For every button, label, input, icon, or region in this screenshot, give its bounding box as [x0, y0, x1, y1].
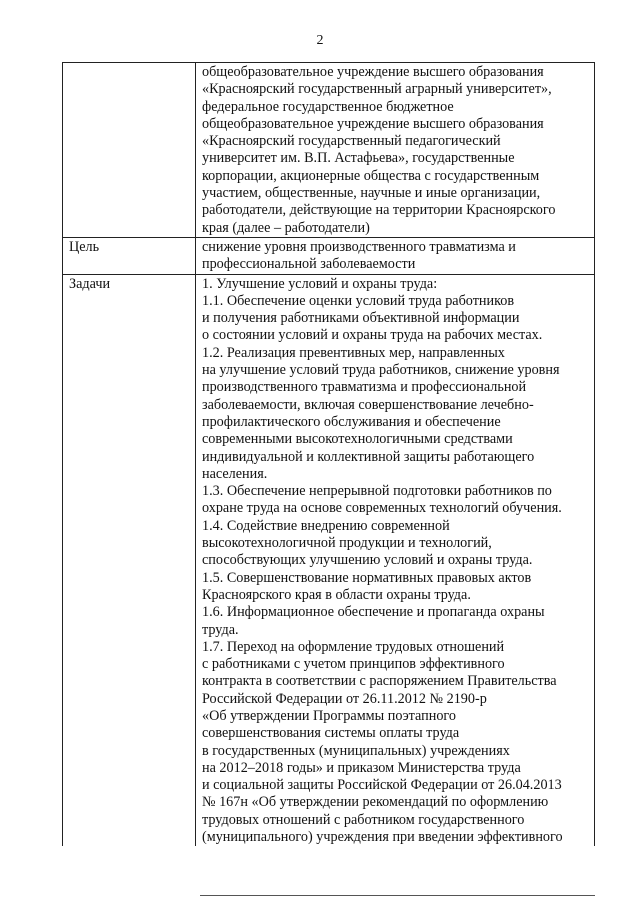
text-line: общеобразовательное учреждение высшего образования [202, 115, 544, 132]
text-line: (муниципального) учреждения при введении эффективного [202, 829, 563, 846]
program-passport-table [62, 62, 595, 846]
row-content [196, 274, 595, 846]
text-line: заболеваемости, включая совершенствование лечебно- [202, 396, 534, 413]
text-line: Российской Федерации от 26.11.2012 № 2190-р [202, 690, 487, 707]
text-line: снижение уровня производственного травматизма и [202, 238, 516, 255]
footer-rule [200, 895, 595, 896]
text-line: «Об утверждении Программы поэтапного [202, 707, 456, 724]
text-line: корпорации, акционерные общества с государственным [202, 167, 540, 184]
row-content [196, 237, 595, 274]
text-line: на улучшение условий труда работников, снижение уровня [202, 362, 560, 379]
text-line: с работниками с учетом принципов эффективного [202, 656, 505, 673]
row-label: Цель [63, 237, 196, 274]
text-line: о состоянии условий и охраны труда на рабочих местах. [202, 327, 543, 344]
text-line: контракта в соответствии с распоряжением Правительства [202, 673, 557, 690]
text-line: участием, общественные, научные и иные организации, [202, 185, 541, 202]
text-line: труда. [202, 621, 239, 638]
text-line: Красноярского края в области охраны труда. [202, 586, 471, 603]
text-line: в государственных (муниципальных) учреждениях [202, 742, 510, 759]
text-line: общеобразовательное учреждение высшего образования [202, 64, 544, 80]
table-row-tasks [63, 274, 595, 846]
text-line: федеральное государственное бюджетное [202, 98, 454, 115]
text-line: совершенствования системы оплаты труда [202, 725, 460, 742]
table-row-goal [63, 237, 595, 274]
page-number: 2 [316, 33, 324, 48]
text-line: 1.4. Содействие внедрению современной [202, 517, 450, 534]
text-line: населения. [202, 465, 268, 482]
text-line: 1.1. Обеспечение оценки условий труда работников [202, 292, 515, 309]
text-line: и получения работниками объективной информации [202, 310, 520, 327]
text-line: современными высокотехнологичными средствами [202, 431, 513, 448]
text-line: «Красноярский государственный аграрный университет», [202, 81, 552, 98]
text-line: трудовых отношений с работником государственного [202, 811, 525, 828]
text-line: 1.2. Реализация превентивных мер, направленных [202, 344, 505, 361]
text-line: университет им. В.П. Астафьева», государственные [202, 150, 515, 167]
table-body [63, 63, 595, 847]
text-line: высокотехнологичной продукции и технологий, [202, 535, 492, 552]
text-line: индивидуальной и коллективной защиты работающего [202, 448, 535, 465]
text-line: 1.3. Обеспечение непрерывной подготовки работников по [202, 483, 552, 500]
text-line: края (далее – работодатели) [202, 219, 370, 236]
row-label [63, 63, 196, 238]
text-line: 1.5. Совершенствование нормативных правовых актов [202, 569, 532, 586]
table-row-participants [63, 63, 595, 238]
text-line: 1.7. Переход на оформление трудовых отношений [202, 638, 505, 655]
text-line: охране труда на основе современных технологий обучения. [202, 500, 562, 517]
text-line: работодатели, действующие на территории Красноярского [202, 202, 556, 219]
row-content [196, 63, 595, 238]
text-line: 1.6. Информационное обеспечение и пропаганда охраны [202, 604, 545, 621]
text-line: профессиональной заболеваемости [202, 256, 416, 273]
text-line: на 2012–2018 годы» и приказом Министерства труда [202, 759, 521, 776]
text-line: № 167н «Об утверждении рекомендаций по оформлению [202, 794, 549, 811]
text-line: и социальной защиты Российской Федерации от 26.04.2013 [202, 777, 562, 794]
text-line: 1. Улучшение условий и охраны труда: [202, 275, 438, 292]
text-line: профилактического обслуживания и обеспечение [202, 413, 501, 430]
text-line: производственного травматизма и профессиональной [202, 379, 527, 396]
text-line: способствующих улучшению условий и охраны труда. [202, 552, 533, 569]
row-label: Задачи [63, 274, 196, 846]
text-line: «Красноярский государственный педагогический [202, 133, 501, 150]
